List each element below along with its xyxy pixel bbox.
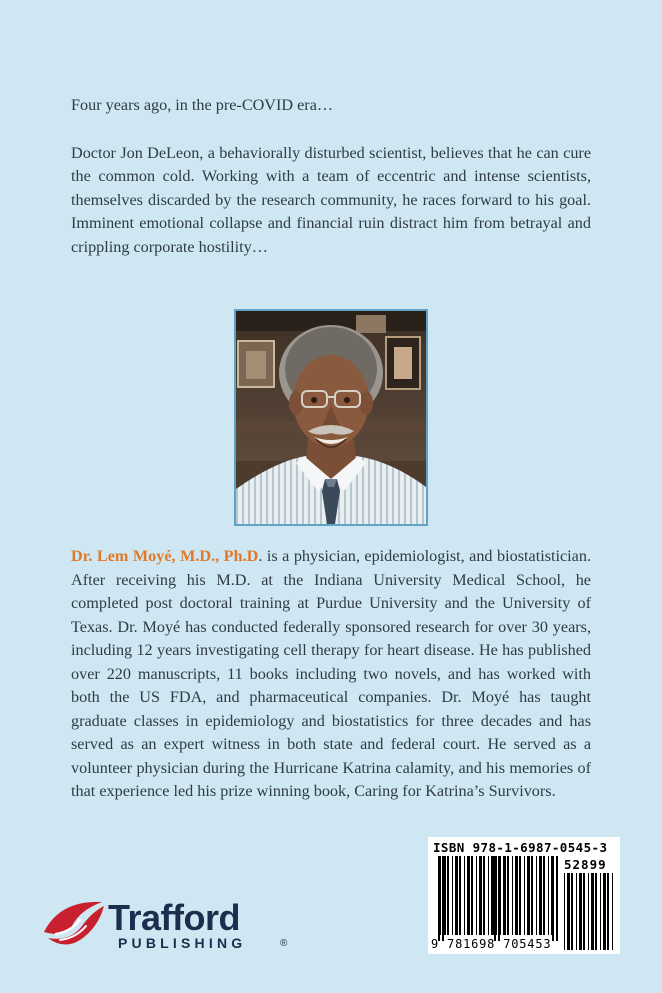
bio-line: biostatistician. After receiving his M.D. at the Indiana University Medical <box>71 547 591 589</box>
barcode-bar <box>600 873 601 950</box>
registered-mark: ® <box>280 938 288 949</box>
barcode-bar <box>595 873 597 950</box>
barcode-bar <box>583 873 585 950</box>
bio-line: novels, and has worked with both the US FDA, and pharmaceutical <box>71 664 592 706</box>
barcode-guard-bar <box>556 856 558 941</box>
barcode-bar <box>548 856 549 935</box>
barcode-bar <box>603 873 606 950</box>
barcode-bar <box>515 856 518 935</box>
teaser-paragraph <box>71 142 591 260</box>
barcode-bar <box>464 856 465 935</box>
barcode-bar <box>564 873 565 950</box>
bio-line: School, he completed post doctoral training at Purdue University and the <box>71 570 591 612</box>
barcode-digits: 9 781698 705453 <box>431 937 552 951</box>
barcode-bar <box>459 856 461 935</box>
barcode-bar <box>527 856 530 935</box>
author-portrait-illustration <box>236 311 426 524</box>
barcode-bar <box>531 856 533 935</box>
barcode-bar <box>467 856 470 935</box>
barcode-bar <box>476 856 477 935</box>
teaser-line: distract him from betrayal and crippling corporate hostility… <box>71 214 591 256</box>
barcode-bar <box>591 873 594 950</box>
bio-line: state and federal court. He served as a volunteer physician during the <box>71 735 592 777</box>
barcode-guard-bar <box>494 856 496 941</box>
bio-line: Hurricane Katrina calamity, and his memories of that experience led his <box>71 758 592 800</box>
publisher-tagline: PUBLISHING <box>118 935 247 951</box>
barcode-bar <box>491 856 494 935</box>
trafford-logo-mark <box>40 892 290 958</box>
teaser-line: intense scientists, themselves discarded by the research community, he <box>71 167 592 209</box>
barcode-bar <box>524 856 525 935</box>
barcode-guard-bar <box>552 856 554 941</box>
barcode-bar <box>579 873 582 950</box>
bio-line: biostatistics for three decades and has served as an expert witness in both <box>71 711 592 753</box>
barcode-guard-bar <box>442 856 444 941</box>
bio-line: prize winning book, Caring for Katrina’s Survivors. <box>220 782 556 800</box>
teaser-line: he can cure the common cold. Working with a team of eccentric and <box>71 143 591 185</box>
teaser-blurb <box>71 94 591 259</box>
price-code: 52899 <box>564 857 607 872</box>
author-bio <box>71 545 591 804</box>
barcode-block <box>428 837 620 954</box>
teaser-line: Doctor Jon DeLeon, a behaviorally disturbed scientist, believes that <box>71 143 513 162</box>
author-photo <box>234 309 428 526</box>
publisher-name: Trafford <box>108 897 241 938</box>
publisher-logo <box>40 892 290 958</box>
barcode-bar <box>455 856 458 935</box>
barcode-bar <box>440 856 441 935</box>
barcode-bar <box>447 856 449 935</box>
barcode-bar <box>483 856 485 935</box>
barcode-guard-bar <box>438 856 440 941</box>
barcode-bar <box>576 873 577 950</box>
bio-line: . is a physician, epidemiologist, and <box>258 547 493 565</box>
barcode-bar <box>452 856 453 935</box>
bio-line: companies. Dr. Moyé has taught graduate classes in epidemiology and <box>71 688 592 730</box>
barcode-bar <box>479 856 482 935</box>
barcode-bar <box>507 856 509 935</box>
barcode-bar <box>488 856 489 935</box>
barcode-bar <box>500 856 501 935</box>
barcode-bar <box>612 873 613 950</box>
teaser-line: races forward to his goal. Imminent emotional collapse and financial ruin <box>71 190 591 232</box>
barcode-bar <box>503 856 506 935</box>
teaser-intro: Four years ago, in the pre-COVID era… <box>71 96 334 114</box>
barcode-bar <box>567 873 570 950</box>
barcode-bar <box>571 873 573 950</box>
author-name: Dr. Lem Moyé, M.D., Ph.D <box>71 547 259 565</box>
barcode-bar <box>543 856 545 935</box>
barcode-guard-bar <box>498 856 500 941</box>
barcode-bar <box>588 873 589 950</box>
bio-line: for over 30 years, including 12 years investigating cell therapy for heart <box>71 617 591 659</box>
barcode-bar <box>471 856 473 935</box>
barcode-bar <box>539 856 542 935</box>
bio-line: disease. He has published over 220 manuscripts, 11 books including two <box>71 641 591 683</box>
bio-line: University of Texas. Dr. Moyé has conducted federally sponsored research <box>71 594 592 636</box>
isbn-label: ISBN 978-1-6987-0545-3 <box>433 840 608 855</box>
barcode-bar <box>536 856 537 935</box>
barcode-bar <box>607 873 609 950</box>
barcode-bar <box>519 856 521 935</box>
barcode-bar <box>512 856 513 935</box>
